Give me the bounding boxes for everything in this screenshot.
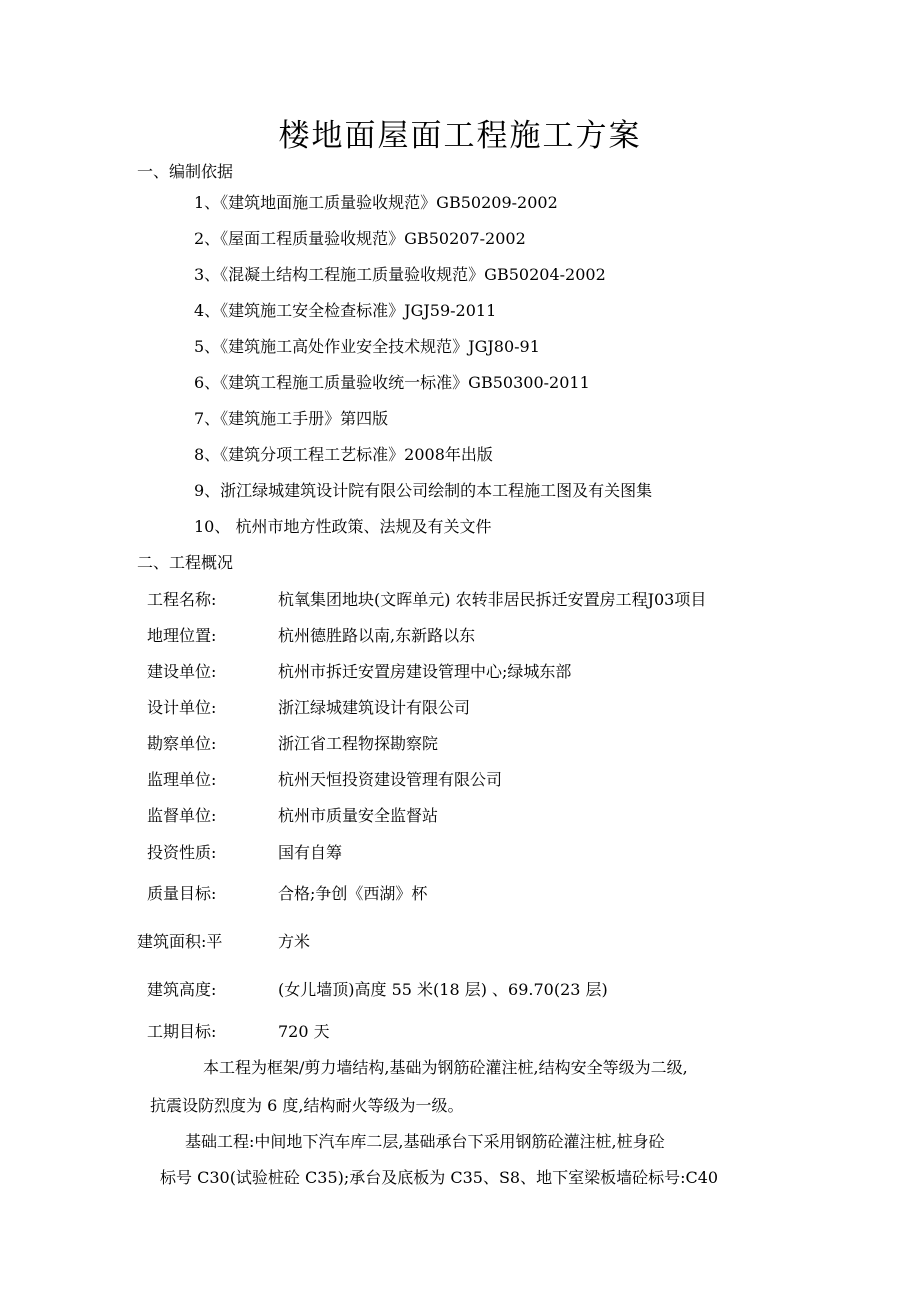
field-label-designer: 设计单位: xyxy=(147,698,217,717)
field-label-quality-goal: 质量目标: xyxy=(147,884,217,903)
paragraph-foundation-line1: 基础工程:中间地下汽车库二层,基础承台下采用钢筋砼灌注桩,桩身砼 xyxy=(185,1132,665,1151)
field-value-investment: 国有自筹 xyxy=(278,843,343,862)
field-label-floor-area: 建筑面积:平 xyxy=(137,932,223,951)
field-label-location: 地理位置: xyxy=(147,626,217,645)
field-label-investment: 投资性质: xyxy=(147,843,217,862)
field-label-building-height: 建筑高度: xyxy=(147,980,217,999)
field-value-oversight: 杭州市质量安全监督站 xyxy=(278,806,439,825)
field-label-schedule: 工期目标: xyxy=(147,1022,217,1041)
field-label-oversight: 监督单位: xyxy=(147,806,217,825)
reference-item: 2、《屋面工程质量验收规范》GB50207-2002 xyxy=(194,229,526,248)
field-value-supervisor: 杭州天恒投资建设管理有限公司 xyxy=(278,770,503,789)
field-value-surveyor: 浙江省工程物探勘察院 xyxy=(278,734,439,753)
field-label-supervisor: 监理单位: xyxy=(147,770,217,789)
section-heading-basis: 一、编制依据 xyxy=(137,162,234,181)
paragraph-foundation-line2: 标号 C30(试验桩砼 C35);承台及底板为 C35、S8、地下室梁板墙砼标号:C40 xyxy=(160,1168,719,1187)
reference-item: 3、《混凝土结构工程施工质量验收规范》GB50204-2002 xyxy=(194,265,606,284)
field-value-designer: 浙江绿城建筑设计有限公司 xyxy=(278,698,471,717)
reference-item: 6、《建筑工程施工质量验收统一标准》GB50300-2011 xyxy=(194,373,590,392)
field-value-floor-area-unit: 方米 xyxy=(278,932,311,951)
field-value-schedule: 720 天 xyxy=(278,1022,330,1041)
field-value-building-height: (女儿墙顶)高度 55 米(18 层) 、69.70(23 层) xyxy=(278,980,608,999)
field-value-project-name: 杭氧集团地块(文晖单元) 农转非居民拆迁安置房工程J03项目 xyxy=(278,590,707,609)
field-value-location: 杭州德胜路以南,东新路以东 xyxy=(278,626,476,645)
field-value-developer: 杭州市拆迁安置房建设管理中心;绿城东部 xyxy=(278,662,572,681)
reference-item: 10、 杭州市地方性政策、法规及有关文件 xyxy=(194,517,492,536)
reference-item: 1、《建筑地面施工质量验收规范》GB50209-2002 xyxy=(194,193,558,212)
field-label-surveyor: 勘察单位: xyxy=(147,734,217,753)
reference-item: 8、《建筑分项工程工艺标准》2008年出版 xyxy=(194,445,493,464)
reference-item: 7、《建筑施工手册》第四版 xyxy=(194,409,389,428)
section-heading-overview: 二、工程概况 xyxy=(137,553,234,572)
reference-item: 9、浙江绿城建筑设计院有限公司绘制的本工程施工图及有关图集 xyxy=(194,481,653,500)
reference-item: 5、《建筑施工高处作业安全技术规范》JGJ80-91 xyxy=(194,337,540,356)
paragraph-structure-line2: 抗震设防烈度为 6 度,结构耐火等级为一级。 xyxy=(150,1096,464,1115)
document-title: 楼地面屋面工程施工方案 xyxy=(278,118,642,154)
field-label-developer: 建设单位: xyxy=(147,662,217,681)
field-label-project-name: 工程名称: xyxy=(147,590,217,609)
paragraph-structure-line1: 本工程为框架/剪力墙结构,基础为钢筋砼灌注桩,结构安全等级为二级, xyxy=(203,1058,688,1077)
field-value-quality-goal: 合格;争创《西湖》杯 xyxy=(278,884,428,903)
reference-item: 4、《建筑施工安全检查标准》JGJ59-2011 xyxy=(194,301,497,320)
